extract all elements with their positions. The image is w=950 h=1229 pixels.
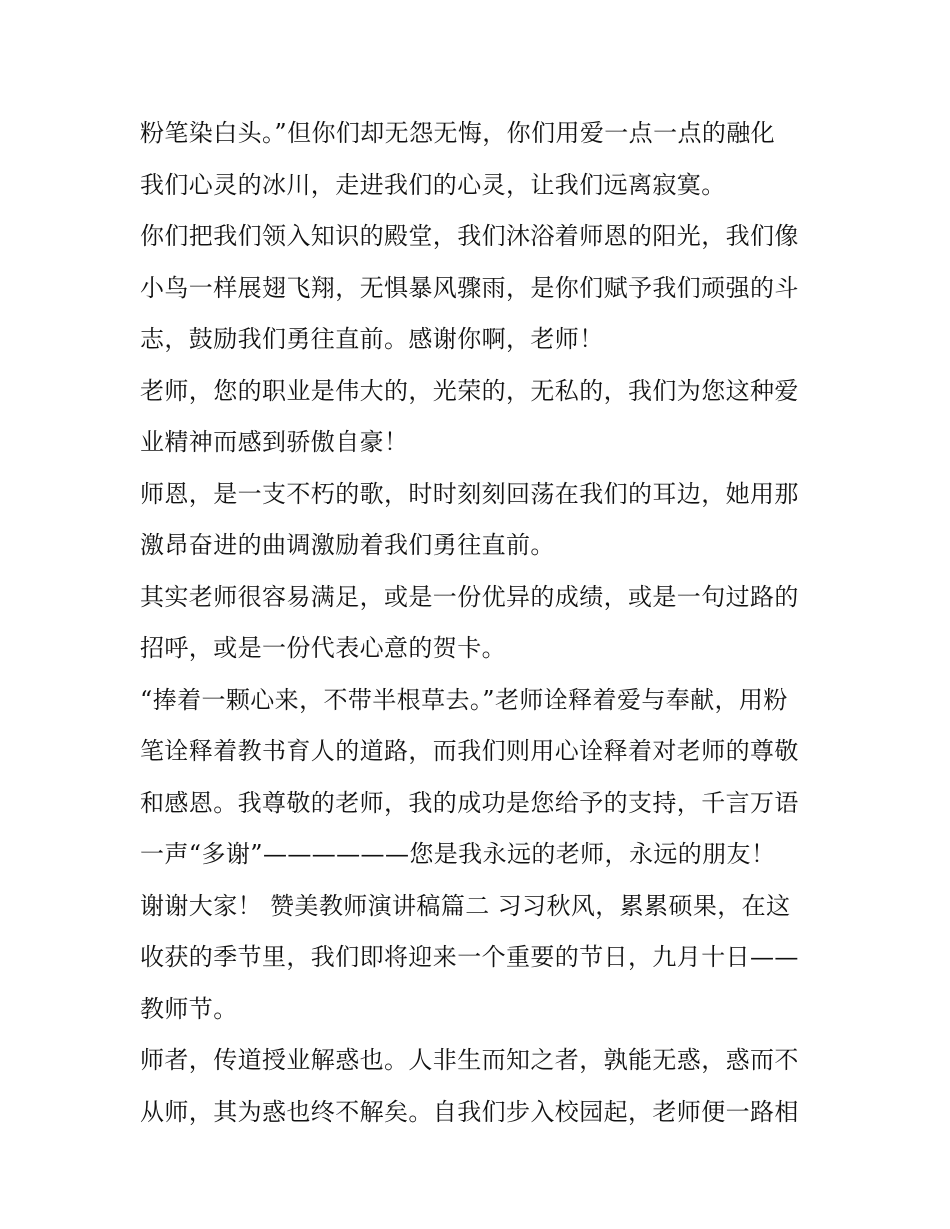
text-line: 粉笔染白头。”但你们却无怨无悔，你们用爱一点一点的融化 — [140, 119, 776, 147]
text-line: 收获的季节里，我们即将迎来一个重要的节日，九月十日—— — [140, 943, 799, 971]
text-line: 从师，其为惑也终不解矣。自我们步入校园起，老师便一路相 — [140, 1097, 799, 1126]
document-body — [140, 108, 820, 1138]
text-line: 和感恩。我尊敬的老师，我的成功是您给予的支持，千言万语 — [140, 788, 799, 817]
text-line: 其实老师很容易满足，或是一份优异的成绩，或是一句过路的 — [140, 582, 799, 611]
text-line: 教师节。 — [140, 994, 238, 1023]
text-line: 业精神而感到骄傲自豪！ — [140, 428, 409, 456]
text-line: 激昂奋进的曲调激励着我们勇往直前。 — [140, 531, 555, 559]
text-line: 我们心灵的冰川，走进我们的心灵，让我们远离寂寞。 — [140, 170, 726, 199]
text-line: 小鸟一样展翅飞翔，无惧暴风骤雨，是你们赋予我们顽强的斗 — [140, 273, 799, 302]
text-line: 志，鼓励我们勇往直前。感谢你啊，老师！ — [140, 325, 604, 353]
text-line: “捧着一颗心来，不带半根草去。”老师诠释着爱与奉献，用粉 — [140, 685, 788, 714]
text-line: 你们把我们领入知识的殿堂，我们沐浴着师恩的阳光，我们像 — [140, 222, 799, 250]
text-line: 一声“多谢”——————您是我永远的老师，永远的朋友！ — [140, 840, 776, 868]
text-line: 招呼，或是一份代表心意的贺卡。 — [140, 634, 506, 662]
text-line: 师恩，是一支不朽的歌，时时刻刻回荡在我们的耳边，她用那 — [140, 479, 799, 508]
text-line: 师者，传道授业解惑也。人非生而知之者，孰能无惑，惑而不 — [140, 1046, 799, 1074]
text-line: 老师，您的职业是伟大的，光荣的，无私的，我们为您这种爱 — [140, 376, 799, 405]
text-line: 谢谢大家！ 赞美教师演讲稿篇二 习习秋风，累累硕果，在这 — [140, 891, 791, 920]
text-line: 笔诠释着教书育人的道路，而我们则用心诠释着对老师的尊敬 — [140, 737, 799, 765]
